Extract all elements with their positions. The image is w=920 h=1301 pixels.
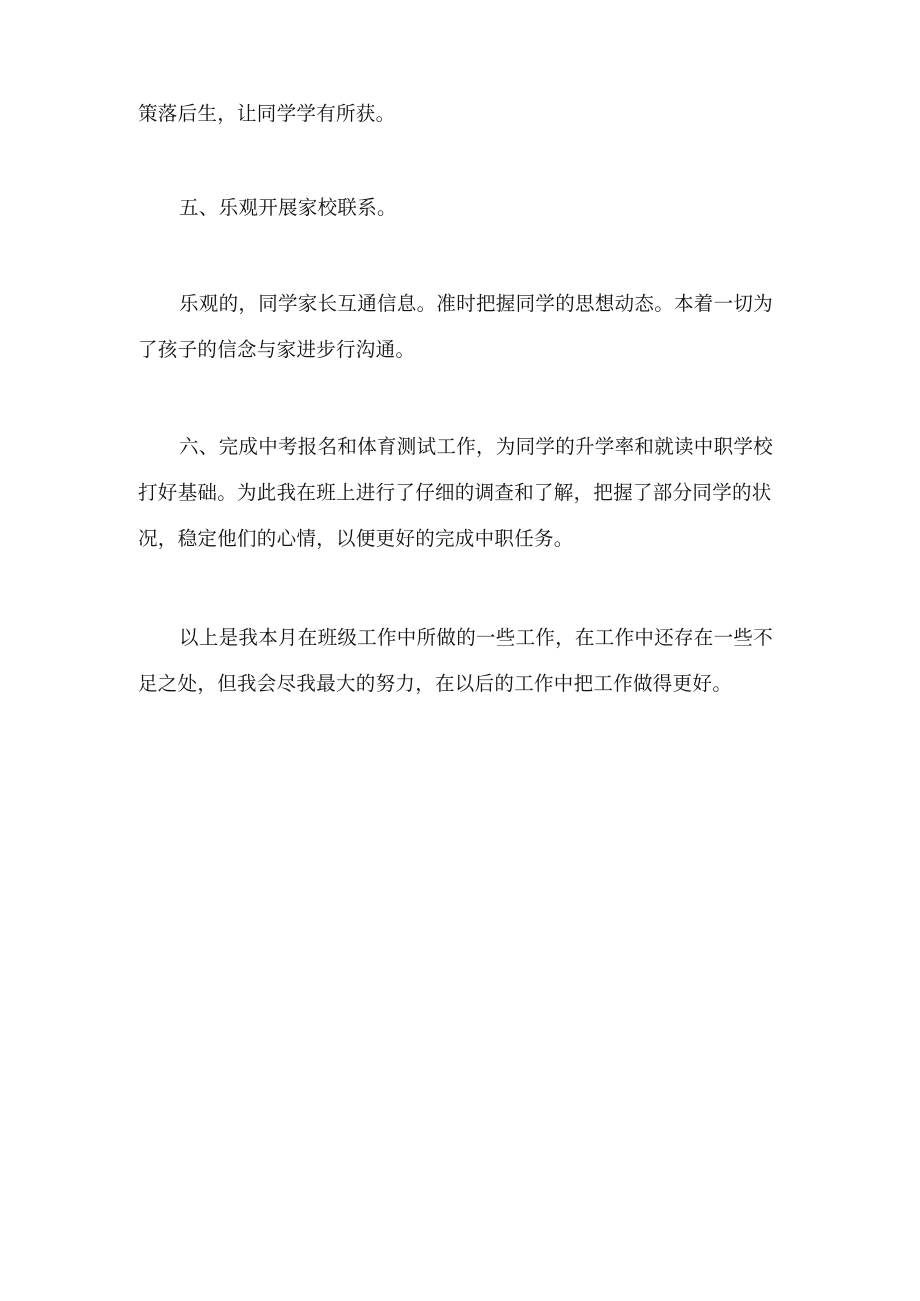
paragraph-line: 六、完成中考报名和体育测试工作，为同学的升学率和就读中职学校	[179, 435, 774, 458]
paragraph-line: 乐观的，同学家长互通信息。准时把握同学的思想动态。本着一切为	[179, 292, 774, 315]
paragraph-continuation	[138, 91, 784, 137]
section-heading-five	[138, 185, 784, 231]
paragraph-line: 况，稳定他们的心情，以便更好的完成中职任务。	[138, 527, 574, 550]
paragraph-line: 五、乐观开展家校联系。	[179, 196, 397, 219]
paragraph-line: 足之处，但我会尽我最大的努力，在以后的工作中把工作做得更好。	[138, 672, 733, 695]
paragraph-line: 打好基础。为此我在班上进行了仔细的调查和了解，把握了部分同学的状	[138, 481, 772, 504]
paragraph-line: 以上是我本月在班级工作中所做的一些工作，在工作中还存在一些不	[179, 626, 774, 649]
paragraph-line: 了孩子的信念与家进步行沟通。	[138, 338, 416, 361]
paragraph-parent-contact	[138, 281, 784, 373]
section-heading-six	[138, 424, 784, 562]
paragraph-conclusion	[138, 615, 784, 707]
paragraph-line: 策落后生，让同学学有所获。	[138, 102, 396, 125]
